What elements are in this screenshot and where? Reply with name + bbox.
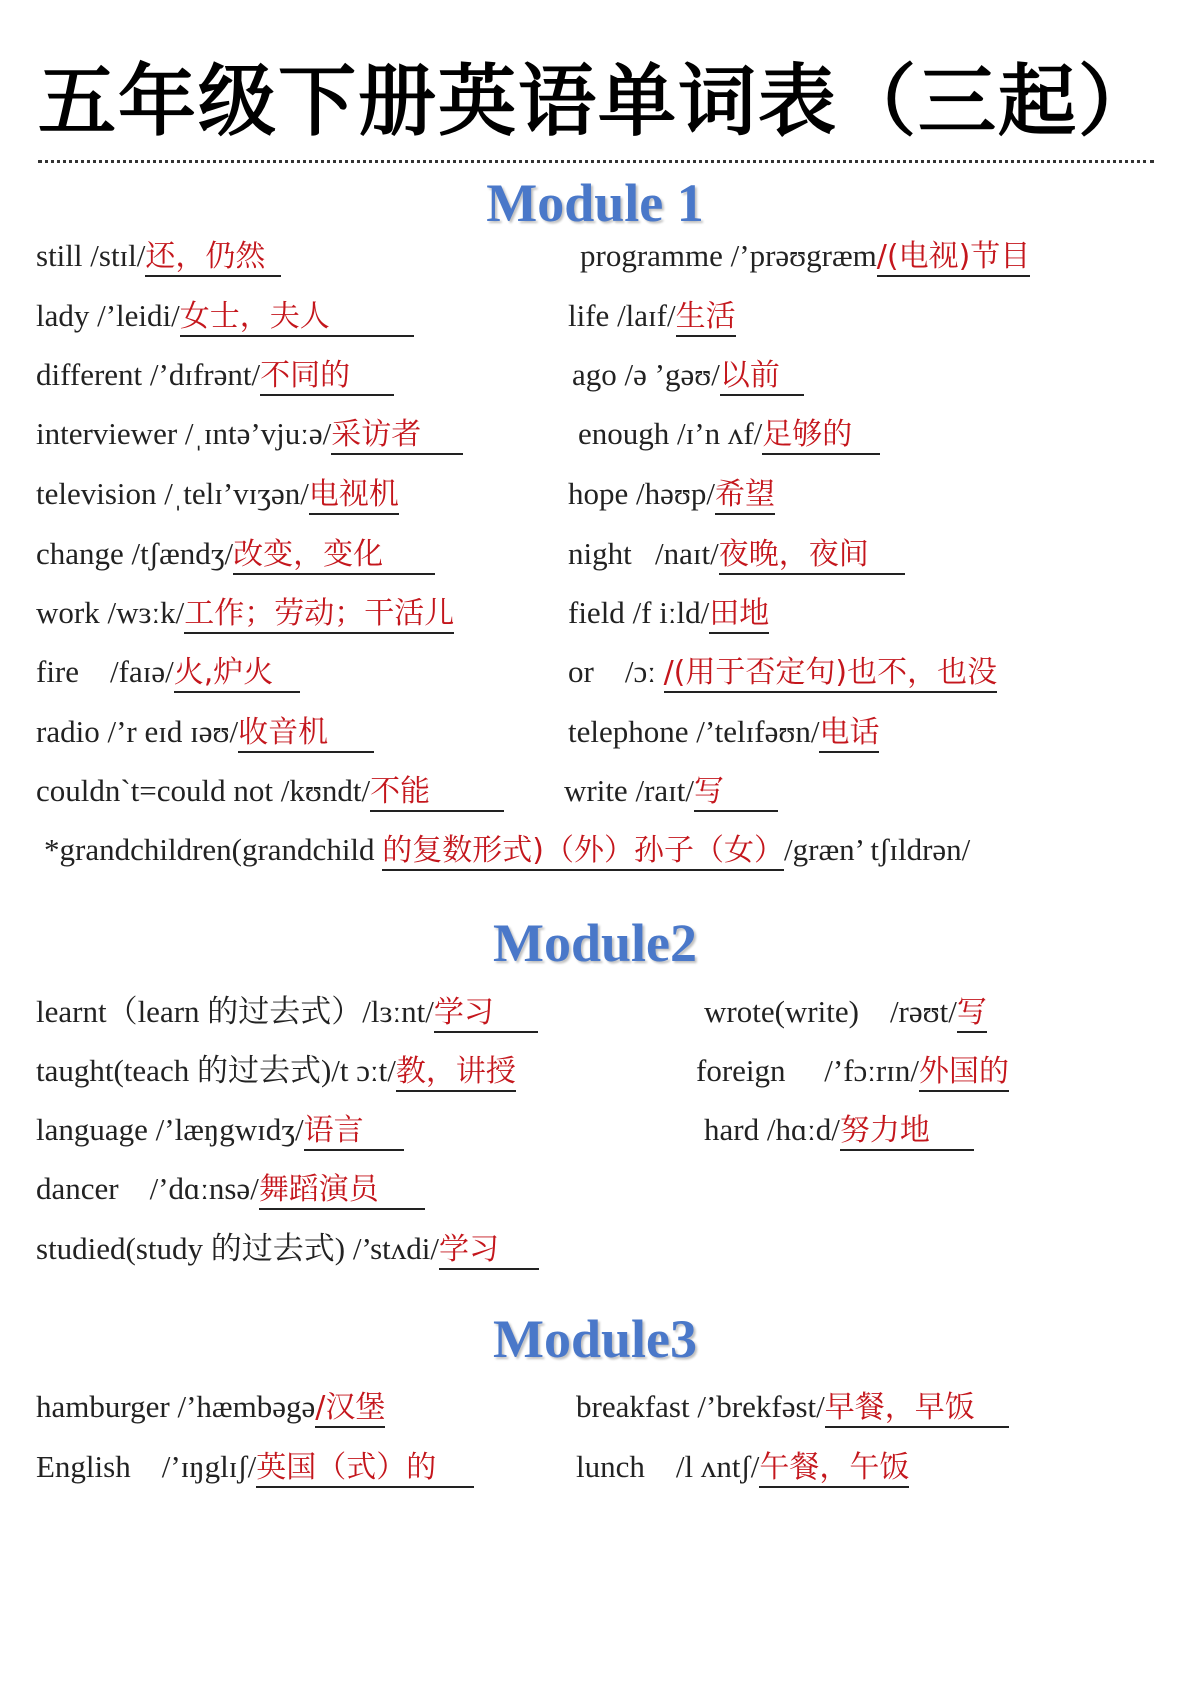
entry-meaning: 舞蹈演员 — [259, 1172, 425, 1210]
vocab-entry — [568, 474, 775, 515]
entry-meaning: 努力地 — [840, 1113, 974, 1151]
entry-word: television — [36, 476, 157, 511]
entry-word: enough — [578, 416, 670, 451]
entry-word: learnt（learn 的过去式） — [36, 994, 363, 1029]
entry-word: taught(teach 的过去式) — [36, 1053, 332, 1088]
entry-phonetic: /kʊndt/ — [280, 773, 371, 808]
entry-meaning: 采访者 — [331, 417, 463, 455]
entry-phonetic: /’ɪŋglɪʃ/ — [161, 1449, 257, 1484]
entry-phonetic: /’fɔːrɪn/ — [824, 1053, 919, 1088]
entry-meaning: 夜晚，夜间 — [719, 537, 905, 575]
entry-phonetic: /f iːld/ — [632, 595, 710, 630]
entry-phonetic: /’telɪfəʊn/ — [696, 714, 820, 749]
entry-word: telephone — [568, 714, 689, 749]
entry-phonetic: /raɪt/ — [635, 773, 694, 808]
module-heading-3: Module3 — [492, 1309, 697, 1369]
entry-meaning: 的复数形式)（外）孙子（女） — [382, 833, 784, 871]
vocab-entry — [572, 355, 804, 396]
entry-word: different — [36, 357, 143, 392]
entry-meaning: 英国（式）的 — [256, 1450, 474, 1488]
entry-meaning: 写 — [694, 774, 778, 812]
vocab-entry — [36, 1229, 539, 1270]
vocab-entry — [576, 1447, 909, 1488]
entry-phonetic: /’stʌdi/ — [352, 1231, 440, 1266]
entry-word: fire — [36, 654, 80, 689]
entry-word: foreign — [696, 1053, 786, 1088]
entry-word: work — [36, 595, 100, 630]
entry-phonetic: /laɪf/ — [617, 298, 676, 333]
vocab-entry — [576, 1387, 1009, 1428]
entry-word: write — [564, 773, 628, 808]
entry-meaning: 还，仍然 — [145, 239, 281, 277]
entry-word: radio — [36, 714, 100, 749]
entry-meaning: 早餐，早饭 — [825, 1390, 1009, 1428]
entry-phonetic: /ɪ’n ʌf/ — [677, 416, 763, 451]
vocab-entry — [568, 534, 905, 575]
entry-meaning: /(用于否定句)也不，也没 — [664, 655, 998, 693]
entry-word: still — [36, 238, 83, 273]
entry-word: field — [568, 595, 625, 630]
entry-meaning: 外国的 — [919, 1054, 1009, 1092]
entry-meaning: 写 — [957, 995, 987, 1033]
entry-word: programme — [580, 238, 723, 273]
module-heading-1: Module 1 — [486, 173, 704, 233]
entry-meaning: 电视机 — [309, 477, 399, 515]
entry-meaning: 以前 — [720, 358, 804, 396]
vocab-entry — [44, 830, 970, 871]
vocab-entry — [564, 771, 778, 812]
vocab-entry — [568, 593, 769, 634]
entry-word: language — [36, 1112, 148, 1147]
entry-phonetic: /’r eɪd ɪəʊ/ — [107, 714, 239, 749]
entry-phonetic: /’dɪfrənt/ — [149, 357, 261, 392]
vocab-entry — [578, 414, 880, 455]
entry-phonetic: /rəʊt/ — [889, 994, 957, 1029]
entry-word: ago — [572, 357, 617, 392]
entry-meaning: 教，讲授 — [396, 1054, 516, 1092]
vocab-entry — [704, 1110, 974, 1151]
entry-phonetic: /l ʌntʃ/ — [675, 1449, 760, 1484]
entry-meaning: 学习 — [434, 995, 538, 1033]
vocab-entry — [36, 652, 300, 693]
entry-word: breakfast — [576, 1389, 690, 1424]
entry-word: *grandchildren(grandchild — [44, 832, 375, 867]
entry-word: studied(study 的过去式) — [36, 1231, 346, 1266]
entry-meaning: 生活 — [676, 299, 736, 337]
entry-phonetic: /ˌɪntə’vjuːə/ — [184, 416, 332, 451]
entry-meaning: 电话 — [819, 715, 879, 753]
entry-word: night — [568, 536, 632, 571]
entry-phonetic: /həʊp/ — [636, 476, 716, 511]
module-heading-2: Module2 — [492, 913, 697, 973]
vocab-entry — [696, 1051, 1009, 1092]
entry-word: interviewer — [36, 416, 178, 451]
vocab-entry — [36, 1447, 474, 1488]
entry-word: English — [36, 1449, 131, 1484]
entry-word: life — [568, 298, 610, 333]
entry-meaning: 女士，夫人 — [180, 299, 414, 337]
entry-word: wrote(write) — [704, 994, 859, 1029]
vocab-entry — [36, 1110, 404, 1151]
title-divider — [38, 160, 1154, 163]
entry-phonetic: /stɪl/ — [90, 238, 146, 273]
vocab-entry — [36, 414, 463, 455]
vocab-entry — [36, 712, 374, 753]
entry-phonetic: /’brekfəst/ — [697, 1389, 825, 1424]
vocab-entry — [704, 992, 987, 1033]
vocab-entry — [36, 593, 454, 634]
vocab-entry — [36, 474, 399, 515]
vocab-entry — [580, 236, 1030, 277]
entry-meaning: 田地 — [709, 596, 769, 634]
entry-phonetic: /faɪə/ — [110, 654, 174, 689]
vocab-entry — [568, 652, 997, 693]
entry-meaning: /(电视)节目 — [877, 239, 1031, 277]
entry-phonetic: /’læŋgwɪdʒ/ — [155, 1112, 304, 1147]
entry-word: or — [568, 654, 594, 689]
entry-phonetic: /t ɔːt/ — [331, 1053, 396, 1088]
entry-meaning: 收音机 — [238, 715, 374, 753]
entry-phonetic: /ˌtelɪ’vɪʒən/ — [164, 476, 309, 511]
page-title: 五年级下册英语单词表（三起） — [38, 57, 1159, 147]
entry-word: hope — [568, 476, 629, 511]
vocab-entry — [36, 296, 414, 337]
vocab-entry — [568, 296, 736, 337]
entry-phonetic: /tʃændʒ/ — [131, 536, 234, 571]
entry-word: lady — [36, 298, 90, 333]
entry-meaning: 希望 — [715, 477, 775, 515]
entry-meaning: 不能 — [370, 774, 504, 812]
entry-phonetic: /’prəʊgræm — [730, 238, 877, 273]
entry-meaning: 火,炉火 — [174, 655, 300, 693]
entry-meaning: /汉堡 — [315, 1390, 385, 1428]
entry-phonetic: /græn’ tʃɪldrən/ — [784, 832, 971, 867]
vocab-entry — [36, 1051, 516, 1092]
entry-word: hard — [704, 1112, 760, 1147]
vocab-entry — [36, 992, 538, 1033]
vocab-entry — [36, 1169, 425, 1210]
entry-phonetic: /’hæmbəgə — [177, 1389, 316, 1424]
entry-phonetic: /ə ’gəʊ/ — [624, 357, 720, 392]
vocab-entry — [36, 236, 281, 277]
entry-word: hamburger — [36, 1389, 170, 1424]
entry-phonetic: /ɔː — [624, 654, 656, 689]
entry-meaning: 语言 — [304, 1113, 404, 1151]
entry-word: dancer — [36, 1171, 119, 1206]
entry-meaning: 工作；劳动；干活儿 — [184, 596, 454, 634]
vocab-entry — [568, 712, 879, 753]
entry-phonetic: /lɜːnt/ — [362, 994, 434, 1029]
entry-meaning: 午餐，午饭 — [759, 1450, 909, 1488]
vocab-entry — [36, 534, 435, 575]
vocab-entry — [36, 355, 394, 396]
entry-phonetic: /hɑːd/ — [766, 1112, 840, 1147]
entry-phonetic: /wɜːk/ — [107, 595, 185, 630]
vocab-entry — [36, 1387, 385, 1428]
entry-meaning: 足够的 — [762, 417, 880, 455]
entry-meaning: 改变，变化 — [233, 537, 435, 575]
entry-phonetic: /’dɑːnsə/ — [149, 1171, 259, 1206]
entry-meaning: 学习 — [439, 1232, 539, 1270]
entry-word: couldn`t=could not — [36, 773, 274, 808]
entry-word: change — [36, 536, 124, 571]
entry-meaning: 不同的 — [260, 358, 394, 396]
entry-phonetic: /naɪt/ — [654, 536, 719, 571]
entry-phonetic: /’leidi/ — [97, 298, 180, 333]
entry-word: lunch — [576, 1449, 645, 1484]
vocab-entry — [36, 771, 504, 812]
